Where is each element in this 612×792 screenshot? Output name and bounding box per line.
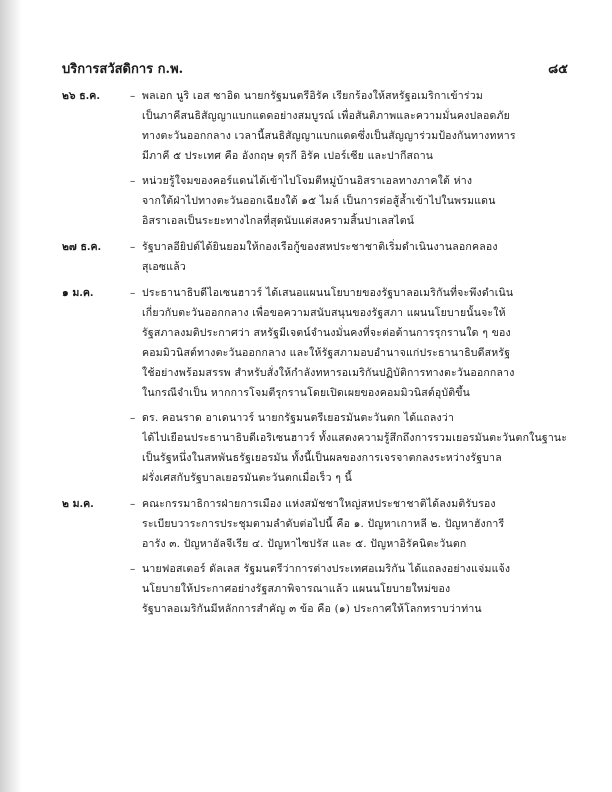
dash-marker: – xyxy=(130,412,136,424)
text-line: ทางตะวันออกกลาง เวลานี้สนธิสัญญาแบกแดดซึ่งเป็นสัญญาร่วมป้องกันทางทหาร xyxy=(142,130,516,142)
dash-marker: – xyxy=(130,241,136,253)
chronology-entry xyxy=(62,283,572,488)
document-body xyxy=(62,86,572,625)
chronology-entry xyxy=(62,237,572,277)
text-line: สุเอซแล้ว xyxy=(142,261,186,273)
text-line: ดร. คอนราด อาเดนาวร์ นายกรัฐมนตรีเยอรมันตะวันตก ได้แถลงว่า xyxy=(142,412,455,424)
page-header xyxy=(62,58,568,80)
dash-marker: – xyxy=(130,175,136,187)
text-line: เกี่ยวกับตะวันออกกลาง เพื่อขอความสนับสนุนของรัฐสภา แผนนโยบายนั้นจะให้ xyxy=(142,307,506,319)
text-line: นายฟอสเตอร์ ดัลเลส รัฐมนตรีว่าการต่างประเทศอเมริกัน ได้แถลงอย่างแจ่มแจ้ง xyxy=(142,563,511,575)
entry-date: ๑ ม.ค. xyxy=(62,287,94,299)
dash-marker: – xyxy=(130,498,136,510)
text-line: นโยบายให้ประกาศอย่างรัฐสภาพิจารณาแล้ว แผนนโยบายใหม่ของ xyxy=(142,583,451,595)
text-line: เป็นภาคีสนธิสัญญาแบกแดดอย่างสมบูรณ์ เพื่อสันติภาพและความมั่นคงปลอดภัย xyxy=(142,110,510,122)
text-line: ระเบียบวาระการประชุมตามลำดับต่อไปนี้ คือ ๑. ปัญหาเกาหลี ๒. ปัญหาฮังการี xyxy=(142,518,505,530)
dash-marker: – xyxy=(130,90,136,102)
entry-date: ๒๗ ธ.ค. xyxy=(62,241,102,253)
chronology-entry xyxy=(62,494,572,619)
text-line: ฝรั่งเศสกับรัฐบาลเยอรมันตะวันตกเมื่อเร็ว ๆ นี้ xyxy=(142,472,352,484)
text-line: หน่วยรู้ใจมของคอร์แดนได้เข้าไปโจมตีหมู่บ้านอิสราเอลทางภาคใต้ ห่าง xyxy=(142,175,473,187)
chronology-entry xyxy=(62,86,572,231)
entry-paragraph xyxy=(130,86,572,166)
running-header-title: บริการสวัสดิการ ก.พ. xyxy=(62,62,184,77)
entry-paragraph xyxy=(130,283,572,403)
text-line: พลเอก นูริ เอส ซาอิด นายกรัฐมนตรีอิรัค เรียกร้องให้สหรัฐอเมริกาเข้าร่วม xyxy=(142,90,483,102)
scan-edge-shadow xyxy=(0,0,22,792)
text-line: จากใต้ฝ่าไปทางตะวันออกเฉียงใต้ ๑๕ ไมล์ เป็นการต่อสู้ล้ำเข้าไปในพรมแดน xyxy=(142,195,496,207)
text-line: คอมมิวนิสต์ทางตะวันออกกลาง และให้รัฐสภามอบอำนาจแก่ประธานาธิบดีสหรัฐ xyxy=(142,347,511,359)
text-line: รัฐบาลอียิปต์ได้ยินยอมให้กองเรือกู้ของสหประชาชาติเริ่มดำเนินงานลอกคลอง xyxy=(142,241,498,253)
dash-marker: – xyxy=(130,563,136,575)
text-line: คณะกรรมาธิการฝ่ายการเมือง แห่งสมัชชาใหญ่สหประชาชาติได้ลงมติรับรอง xyxy=(142,498,496,510)
text-line: ได้ไปเยือนประธานาธิบดีเอริเซนฮาวร์ ทั้งแสดงความรู้สึกถึงการรวมเยอรมันตะวันตกในฐานะ xyxy=(142,432,568,444)
entry-paragraph xyxy=(130,237,572,277)
dash-marker: – xyxy=(130,287,136,299)
text-line: ประธานาธิบดีไอเซนฮาวร์ ได้เสนอแผนนโยบายของรัฐบาลอเมริกันที่จะพึงดำเนิน xyxy=(142,287,514,299)
text-line: ในกรณีจำเป็น หากการโจมตีรุกรานโดยเปิดเผยของคอมมิวนิสต์อุบัติขึ้น xyxy=(142,387,470,399)
page-number: ๘๕ xyxy=(548,62,568,77)
text-line: รัฐสภาลงมติประกาศว่า สหรัฐมีเจตน์จำนงมั่นคงที่จะต่อต้านการรุกรานใด ๆ ของ xyxy=(142,327,511,339)
text-line: เป็นรัฐหนึ่งในสหพันธรัฐเยอรมัน ทั้งนี้เป็นผลของการเจรจาตกลงระหว่างรัฐบาล xyxy=(142,452,502,464)
entry-paragraph xyxy=(130,494,572,554)
entry-date: ๒๖ ธ.ค. xyxy=(62,90,100,102)
text-line: ใช้อย่างพร้อมสรรพ สำหรับสั่งให้กำลังทหารอเมริกันปฏิบัติการทางตะวันออกกลาง xyxy=(142,367,515,379)
text-line: อารัง ๓. ปัญหาอัลจีเรีย ๔. ปัญหาไซปรัส และ ๕. ปัญหาอิรัคนิตะวันตก xyxy=(142,538,467,550)
text-line: อิสราเอลเป็นระยะทางไกลที่สุดนับแต่สงครามสิ้นปาเลสไตน์ xyxy=(142,215,415,227)
entry-date: ๒ ม.ค. xyxy=(62,498,94,510)
entry-paragraph xyxy=(130,408,572,488)
text-line: รัฐบาลอเมริกันมีหลักการสำคัญ ๓ ข้อ คือ (๑) ประกาศให้โลกทราบว่าท่าน xyxy=(142,603,482,615)
text-line: มีภาคี ๕ ประเทศ คือ อังกฤษ ตุรกี อิรัค เปอร์เซีย และปากีสถาน xyxy=(142,150,434,162)
entry-paragraph xyxy=(130,171,572,231)
entry-paragraph xyxy=(130,559,572,619)
